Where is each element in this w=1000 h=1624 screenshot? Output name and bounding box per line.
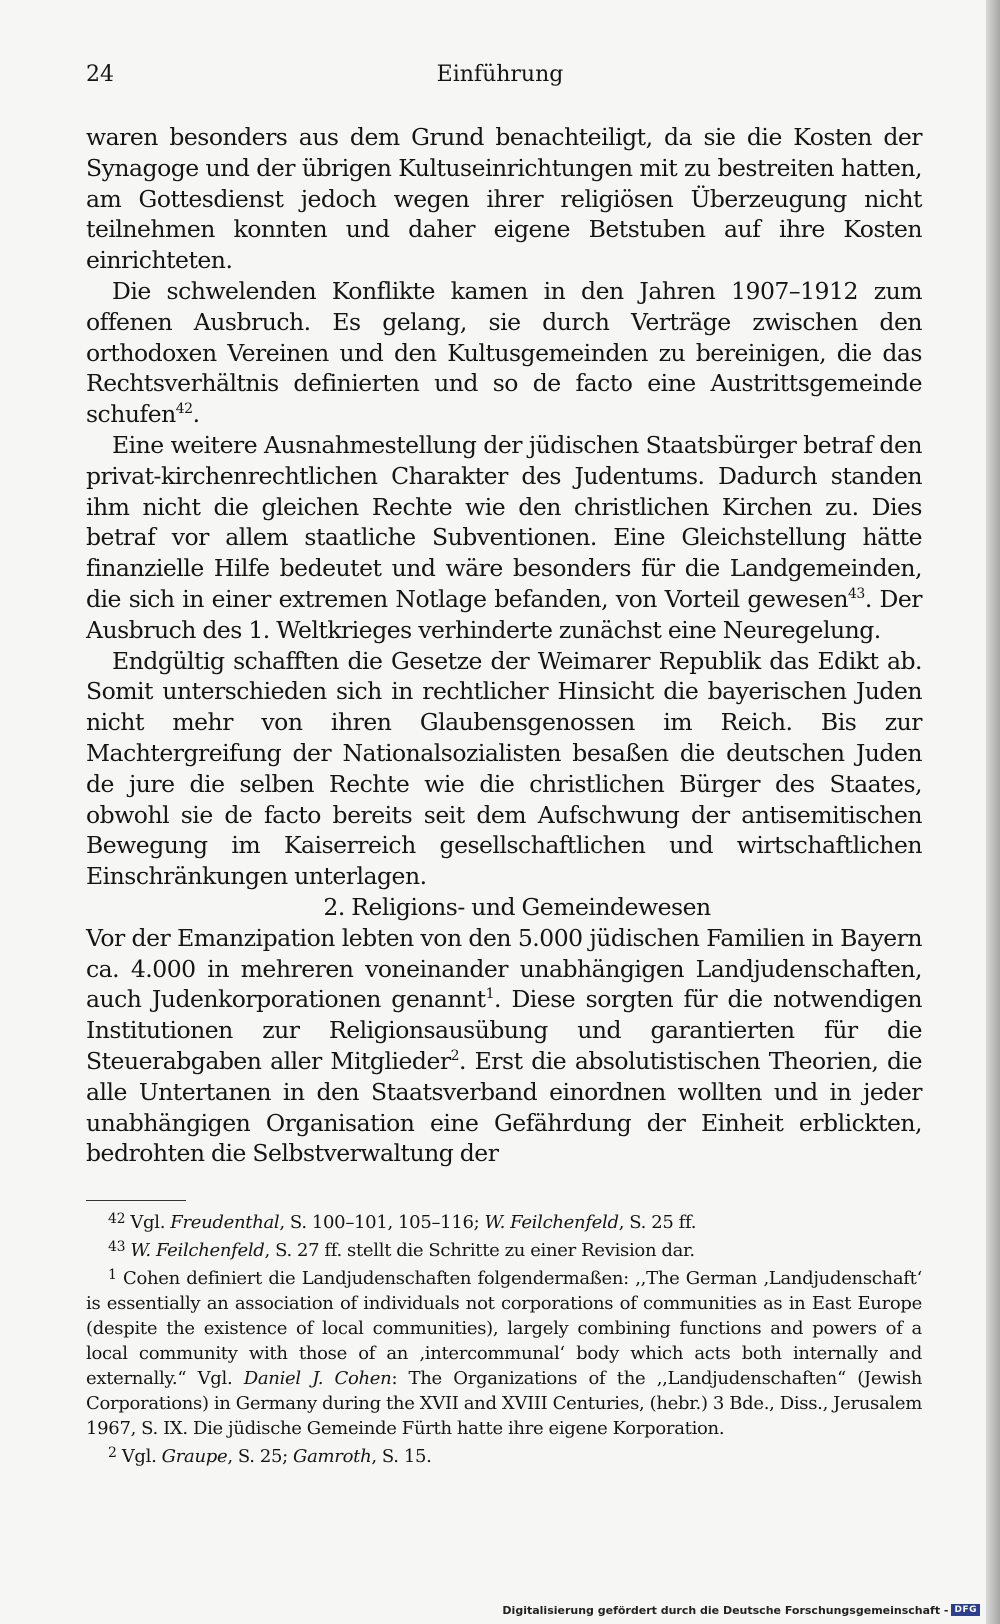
main-text — [86, 122, 922, 1169]
footnote-author: W. Feilchenfeld — [130, 1240, 265, 1261]
page-header — [0, 62, 1000, 92]
footnote-text: Vgl. — [121, 1446, 162, 1467]
paragraph — [86, 122, 922, 276]
footnote-42 — [86, 1207, 922, 1235]
paragraph-text: Vor der Emanzipation lebten von den 5.000 jüdischen Familien in Bayern ca. 4.000 in mehreren voneinander unabhängigen Landjudenschaften, auch Judenkorporationen genannt — [86, 923, 922, 1014]
footnote-43 — [86, 1235, 922, 1263]
page-number: 24 — [86, 62, 114, 87]
footnote-text: , S. 25 ff. — [618, 1212, 697, 1233]
paragraph-text: . — [192, 400, 200, 429]
paragraph — [86, 276, 922, 430]
footnote-2 — [86, 1441, 922, 1469]
footnote-ref: 43 — [847, 585, 865, 602]
footnote-text: Vgl. — [130, 1212, 171, 1233]
footnote-ref: 42 — [175, 401, 193, 418]
footnote-author: Gamroth — [293, 1446, 372, 1467]
scan-page-edge — [986, 0, 1000, 1624]
footnote-author: W. Feilchenfeld — [484, 1212, 619, 1233]
footnote-author: Daniel J. Cohen — [243, 1368, 392, 1389]
footnote-text: , S. 100–101, 105–116; — [279, 1212, 485, 1233]
paragraph-text: Eine weitere Ausnahmestellung der jüdischen Staatsbürger betraf den privat-kirchenrechtlichen Charakter des Judentums. Dadurch standen ihm nicht die gleichen Rechte wie den christlichen Kirchen zu. Dies betraf vor allem staatliche Subventionen. Eine Gleichstellung hätte finanzielle Hilfe bedeutet und wäre besonders für die Landgemeinden, die sich in einer extremen Notlage befanden, von Vorteil gewesen — [86, 430, 922, 613]
paragraph-text: Die schwelenden Konflikte kamen in den Jahren 1907–1912 zum offenen Ausbruch. Es gelang, sie durch Verträge zwischen den orthodoxen Vereinen und den Kultusgemeinden zu bereinigen, die das Rechtsverhältnis definierten und so de facto eine Austrittsgemeinde schufen — [86, 276, 922, 429]
digitization-footer — [502, 1602, 980, 1618]
paragraph-text: . Der Ausbruch des 1. Weltkrieges verhinderte zunächst eine Neuregelung. — [86, 584, 922, 644]
footnote-number: 42 — [108, 1211, 126, 1227]
running-title: Einführung — [436, 62, 564, 87]
footnote-number: 2 — [108, 1445, 117, 1461]
footnote-ref: 1 — [485, 986, 495, 1003]
footnote-number: 43 — [108, 1239, 126, 1255]
footnotes — [86, 1207, 922, 1469]
paragraph-text: Endgültig schafften die Gesetze der Weimarer Republik das Edikt ab. Somit unterschieden sich in rechtlicher Hinsicht die bayerischen Juden nicht mehr von ihren Glaubensgenossen im Reich. Bis zur Machtergreifung der Nationalsozialisten besaßen die deutschen Juden de jure die selben Rechte wie die christlichen Bürger des Staates, obwohl sie de facto bereits seit dem Aufschwung der antisemitischen Bewegung im Kaiserreich gesellschaftlichen und wirtschaftlichen Einschränkungen unterlagen. — [86, 646, 922, 891]
footnote-text: , S. 25; — [227, 1446, 294, 1467]
footnote-text: : The Organizations of the ,,Landjudenschaften“ (Jewish Corporations) in Germany during the XVII and XVIII Centuries, (hebr.) 3 Bde., Diss., Jerusalem 1967, S. IX. Die jüdische Gemeinde Fürth hatte ihre eigene Korporation. — [86, 1368, 922, 1439]
paragraph-text: . Erst die absolutistischen Theorien, die alle Untertanen in den Staatsverband einordnen wollten und in jeder unabhängigen Organisation eine Gefährdung der Einheit erblickten, bedrohten die Selbstverwaltung der — [86, 1046, 923, 1168]
footnote-text: , S. 15. — [371, 1446, 432, 1467]
paragraph — [86, 430, 922, 646]
footnote-author: Freudenthal — [170, 1212, 280, 1233]
section-heading: 2. Religions- und Gemeindewesen — [323, 892, 711, 921]
dfg-logo: DFG — [951, 1604, 980, 1616]
paragraph — [86, 923, 922, 1169]
paragraph-text: . Diese sorgten für die notwendigen Institutionen zur Religionsausübung und garantierten für die Steuerabgaben aller Mitglieder — [86, 985, 922, 1075]
footnote-text: , S. 27 ff. stellt die Schritte zu einer Revision dar. — [264, 1240, 695, 1261]
footnote-number: 1 — [108, 1267, 117, 1283]
paragraph-text: waren besonders aus dem Grund benachteiligt, da sie die Kosten der Synagoge und der übrigen Kultuseinrichtungen mit zu bestreiten hatten, am Gottesdienst jedoch wegen ihrer religiösen Überzeugung nicht teilnehmen konnten und daher eigene Betstuben auf ihre Kosten einrichteten. — [86, 123, 922, 275]
footnote-author: Graupe — [161, 1446, 228, 1467]
footnote-text: Cohen definiert die Landjudenschaften folgendermaßen: ,,The German ‚Landjudenschaft‘ is essentially an association of individuals not corporations of communities as in East Europe (despite the existence of local communities), largely combining functions and powers of a local community with those of an ‚intercommunal‘ body which acts both internally and externally.“ Vgl. — [86, 1268, 922, 1389]
footnote-1 — [86, 1263, 922, 1441]
footnote-ref: 2 — [450, 1047, 460, 1064]
funding-text: Digitalisierung gefördert durch die Deutsche Forschungsgemeinschaft - — [502, 1603, 949, 1617]
paragraph — [86, 646, 922, 892]
footnote-rule — [86, 1200, 186, 1201]
